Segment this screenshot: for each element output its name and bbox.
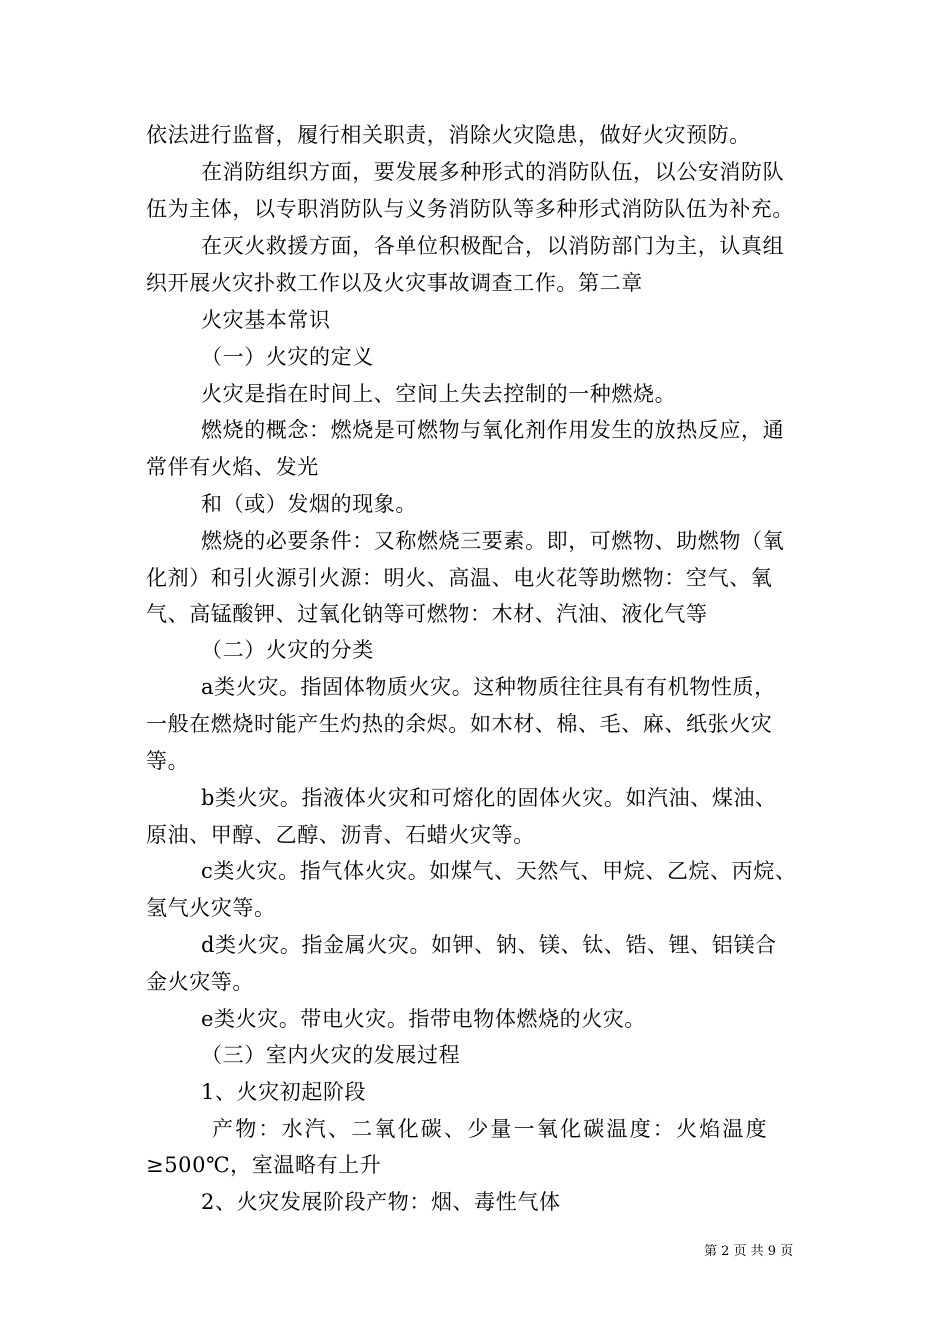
text-line: 金火灾等。 xyxy=(146,970,254,994)
text-line: 等。 xyxy=(146,749,190,773)
text-line: 燃烧的必要条件：又称燃烧三要素。即，可燃物、助燃物（氧 xyxy=(201,529,785,553)
text-line: 火灾是指在时间上、空间上失去控制的一种燃烧。 xyxy=(201,382,677,406)
text-line: d类火灾。指金属火灾。如钾、钠、镁、钛、锆、锂、铝镁合 xyxy=(201,933,777,957)
text-line: e类火灾。带电火灾。指带电物体燃烧的火灾。 xyxy=(201,1007,647,1031)
text-line: b类火灾。指液体火灾和可熔化的固体火灾。如汽油、煤油、 xyxy=(201,786,777,810)
text-line: 1、火灾初起阶段 xyxy=(201,1080,367,1104)
text-line: 燃烧的概念：燃烧是可燃物与氧化剂作用发生的放热反应，通 xyxy=(201,418,785,442)
section-title: 火灾基本常识 xyxy=(201,308,331,332)
text-line: 一般在燃烧时能产生灼热的余烬。如木材、棉、毛、麻、纸张火灾 xyxy=(146,712,773,736)
text-line: 产物：水汽、二氧化碳、少量一氧化碳温度：火焰温度 xyxy=(212,1117,769,1141)
text-line: ≥500℃，室温略有上升 xyxy=(146,1153,382,1177)
text-line: a类火灾。指固体物质火灾。这种物质往往具有有机物性质， xyxy=(201,675,776,699)
text-line: c类火灾。指气体火灾。如煤气、天然气、甲烷、乙烷、丙烷、 xyxy=(201,859,797,883)
text-line: 伍为主体，以专职消防队与义务消防队等多种形式消防队伍为补充。 xyxy=(146,197,794,221)
text-line: 在消防组织方面，要发展多种形式的消防队伍，以公安消防队 xyxy=(201,160,785,184)
text-line: 2、火灾发展阶段产物：烟、毒性气体 xyxy=(201,1190,561,1214)
section-heading: （三）室内火灾的发展过程 xyxy=(201,1043,461,1067)
text-line: 原油、甲醇、乙醇、沥青、石蜡火灾等。 xyxy=(146,823,535,847)
text-line: 在灭火救援方面，各单位积极配合，以消防部门为主，认真组 xyxy=(201,234,785,258)
section-heading: （一）火灾的定义 xyxy=(201,345,374,369)
text-line: 依法进行监督，履行相关职责，消除火灾隐患，做好火灾预防。 xyxy=(146,123,751,147)
section-heading: （二）火灾的分类 xyxy=(201,638,374,662)
page-number-footer: 第 2 页 共 9 页 xyxy=(704,1244,794,1259)
text-line: 氢气火灾等。 xyxy=(146,896,276,920)
text-line: 化剂）和引火源引火源：明火、高温、电火花等助燃物：空气、氧 xyxy=(146,566,773,590)
text-line: 常伴有火焰、发光 xyxy=(146,455,319,479)
text-line: 织开展火灾扑救工作以及火灾事故调查工作。第二章 xyxy=(146,271,643,295)
text-line: 气、高锰酸钾、过氧化钠等可燃物：木材、汽油、液化气等 xyxy=(146,602,708,626)
text-line: 和（或）发烟的现象。 xyxy=(201,492,417,516)
